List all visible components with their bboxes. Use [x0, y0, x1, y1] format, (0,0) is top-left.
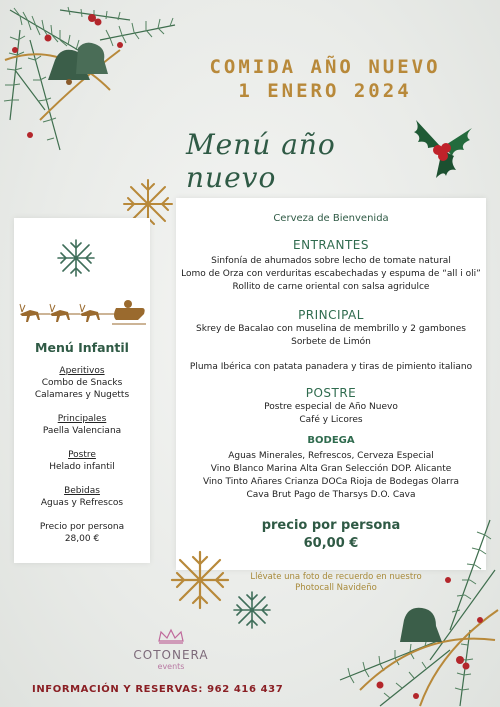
kids-menu-title: Menú Infantil: [35, 340, 129, 355]
kids-aperitivos-heading: Aperitivos: [59, 366, 105, 376]
kids-principales-heading: Principales: [57, 414, 107, 424]
principal-heading: PRINCIPAL: [298, 308, 364, 322]
brand-logo-name: COTONERA: [133, 648, 209, 662]
entrantes-item: Lomo de Orza con verduritas escabechadas y espuma de “all i oli”: [181, 269, 481, 279]
brand-logo-sub: events: [157, 662, 185, 671]
bodega-heading: BODEGA: [307, 435, 355, 446]
photocall-note: Llévate una foto de recuerdo en nuestro: [250, 572, 422, 582]
logo-crown-icon: [156, 628, 186, 644]
menu-script-title: Menú año nuevo: [186, 128, 336, 194]
kids-principales-item: Paella Valenciana: [42, 426, 122, 436]
principal-item: Pluma Ibérica con patata panadera y tiras de pimiento italiano: [189, 362, 473, 372]
reindeer-sleigh-icon: [16, 290, 148, 328]
kids-bebidas-heading: Bebidas: [64, 486, 100, 496]
green-snowflake-icon: [232, 590, 272, 630]
photocall-note: Photocall Navideño: [295, 583, 377, 593]
principal-item: Skrey de Bacalao con muselina de membrillo y 2 gambones: [196, 324, 466, 334]
price-label: precio por persona: [261, 518, 401, 533]
entrantes-heading: ENTRANTES: [293, 238, 369, 252]
reservation-info: INFORMACIÓN Y RESERVAS: 962 416 437: [32, 684, 284, 695]
green-snowflake-icon: [56, 238, 96, 278]
bodega-item: Aguas Minerales, Refrescos, Cerveza Especial: [228, 451, 434, 461]
kids-aperitivos-item: Calamares y Nugetts: [34, 390, 130, 400]
welcome-drink: Cerveza de Bienvenida: [273, 213, 389, 224]
pine-bell-decoration-bottomright: [320, 510, 500, 707]
kids-price-label: Precio por persona: [39, 522, 125, 532]
entrantes-item: Rollito de carne oriental con salsa agridulce: [232, 282, 430, 292]
gold-snowflake-icon: [168, 548, 232, 612]
kids-menu-card: [14, 218, 150, 563]
event-date: 1 ENERO 2024: [238, 80, 412, 102]
bodega-item: Vino Tinto Añares Crianza DOCa Rioja de Bodegas Olarra: [202, 477, 460, 487]
price-value: 60,00 €: [303, 536, 359, 551]
bodega-item: Vino Blanco Marina Alta Gran Selección DOP. Alicante: [210, 464, 452, 474]
entrantes-item: Sinfonía de ahumados sobre lecho de tomate natural: [211, 256, 451, 266]
event-title: COMIDA AÑO NUEVO: [209, 56, 441, 78]
postre-item: Café y Licores: [299, 415, 363, 425]
kids-postre-item: Helado infantil: [49, 462, 115, 472]
bodega-item: Cava Brut Pago de Tharsys D.O. Cava: [246, 490, 416, 500]
postre-heading: POSTRE: [305, 386, 357, 400]
kids-aperitivos-item: Combo de Snacks: [41, 378, 123, 388]
kids-postre-heading: Postre: [68, 450, 96, 460]
postre-item: Postre especial de Año Nuevo: [264, 402, 398, 412]
principal-item: Sorbete de Limón: [291, 337, 371, 347]
kids-bebidas-item: Aguas y Refrescos: [40, 498, 124, 508]
kids-price-value: 28,00 €: [64, 534, 100, 544]
